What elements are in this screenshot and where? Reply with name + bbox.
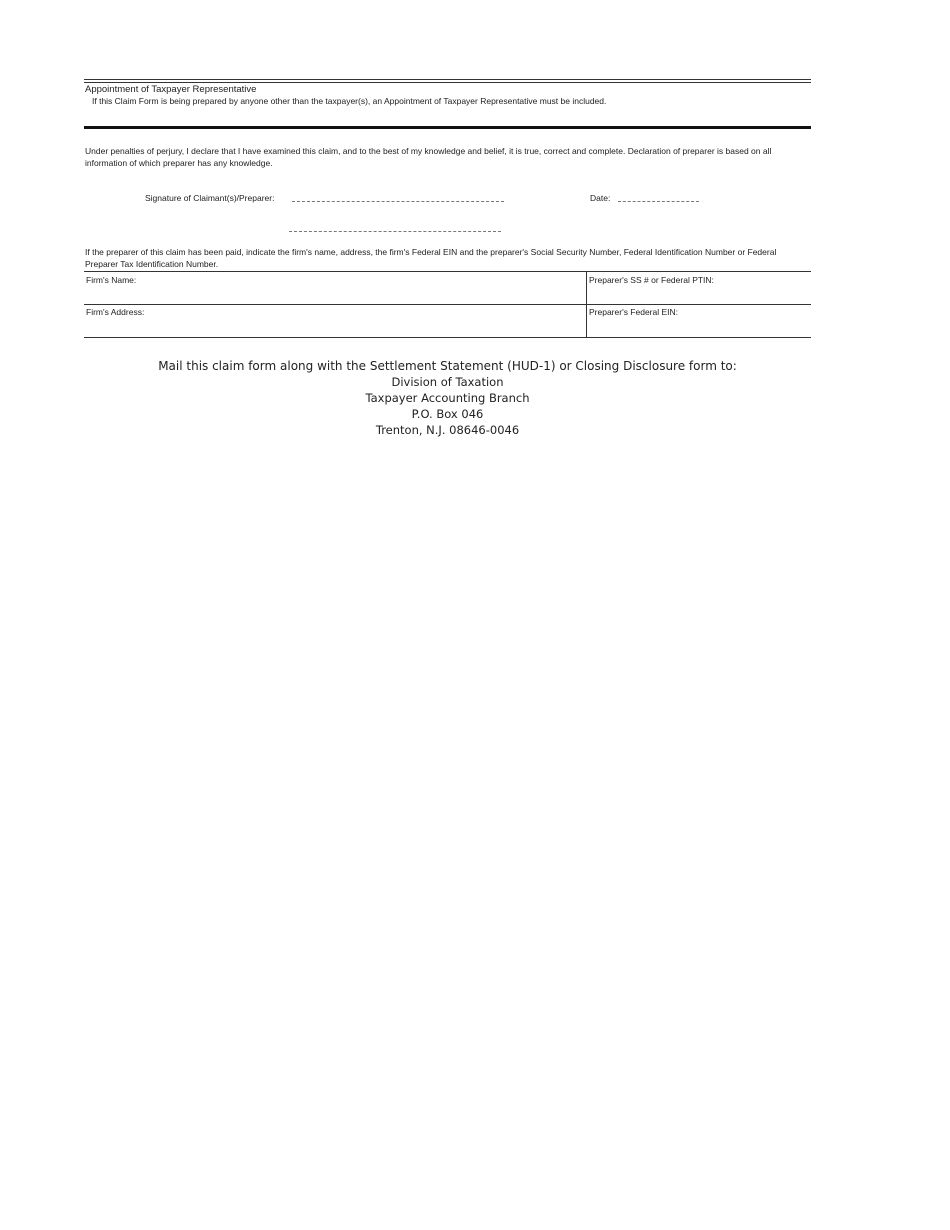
signature-label: Signature of Claimant(s)/Preparer: (145, 193, 275, 203)
top-rule-second (84, 82, 811, 83)
address-line-po-box: P.O. Box 046 (411, 407, 484, 421)
address-line-branch: Taxpayer Accounting Branch (365, 391, 530, 405)
firm-name-field[interactable]: Firm's Name: (86, 275, 137, 285)
representative-heading: Appointment of Taxpayer Representative (85, 84, 257, 95)
preparer-ptin-field[interactable]: Preparer's SS # or Federal PTIN: (589, 275, 714, 285)
perjury-declaration: Under penalties of perjury, I declare that I have examined this claim, and to the best of my knowledge and belief, it is true, correct and complete. Declaration of preparer is based on all information of which preparer has any knowledge. (85, 146, 772, 168)
date-label: Date: (590, 193, 611, 203)
section-divider (84, 126, 811, 129)
representative-note: If this Claim Form is being prepared by anyone other than the taxpayer(s), an Appointment of Taxpayer Representative must be included. (92, 96, 607, 106)
mailing-instructions (84, 358, 811, 438)
mailing-instruction: Mail this claim form along with the Settlement Statement (HUD-1) or Closing Disclosure form to: (158, 359, 737, 373)
signature-field[interactable] (292, 201, 504, 202)
address-line-city: Trenton, N.J. 08646-0046 (375, 423, 520, 437)
date-field[interactable] (618, 201, 699, 202)
paid-preparer-note: If the preparer of this claim has been paid, indicate the firm's name, address, the firm's Federal EIN and the preparer's Social Security Number, Federal Identification Number or Federal Preparer Tax Identification Number. (85, 247, 777, 269)
address-line-division: Division of Taxation (391, 375, 504, 389)
top-rule (84, 79, 811, 80)
second-signature-field[interactable] (289, 231, 501, 232)
grid-horizontal-divider (84, 304, 811, 305)
firm-address-field[interactable]: Firm's Address: (86, 307, 145, 317)
preparer-ein-field[interactable]: Preparer's Federal EIN: (589, 307, 679, 317)
preparer-info-grid (84, 271, 811, 338)
